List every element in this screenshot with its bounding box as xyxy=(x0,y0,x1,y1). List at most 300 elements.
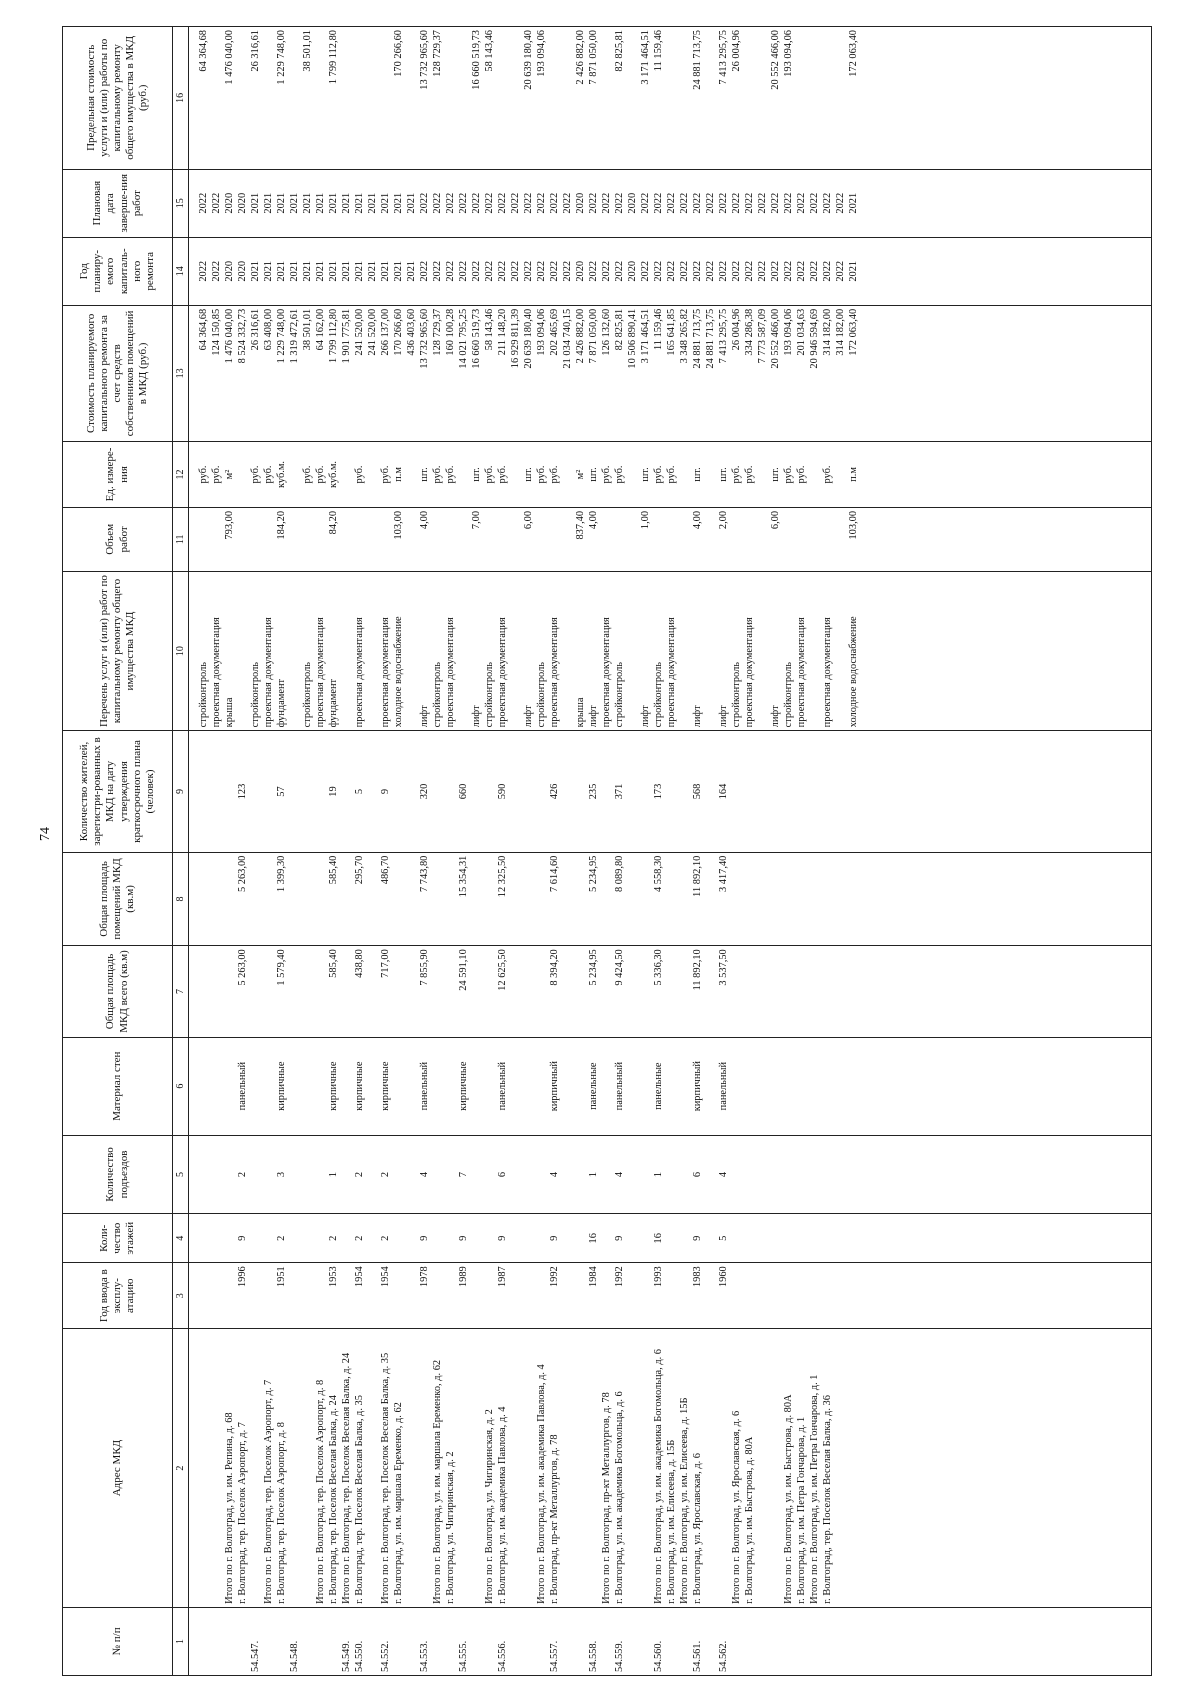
table-cell: 173 xyxy=(653,783,664,800)
table-cell xyxy=(509,30,522,166)
col-number-index: 1 xyxy=(173,1607,189,1675)
table-cell xyxy=(314,1041,327,1132)
table-cell: 241 520,00 xyxy=(354,308,365,356)
table-cell: 2020 xyxy=(575,192,586,214)
table-cell xyxy=(249,734,262,848)
table-cell xyxy=(457,30,470,166)
table-cell xyxy=(366,1266,379,1325)
table-cell xyxy=(210,1611,223,1672)
table-cell xyxy=(704,1332,717,1604)
table-cell xyxy=(444,1139,457,1211)
table-cell: 2022 xyxy=(549,192,560,214)
table-cell: г. Волгоград, ул. им. академика Богомольца, д. 6 xyxy=(614,1391,625,1604)
col-max-cost-header: Предельная стоимость услуги и (или) работы по капитальному ремонту общего имущества в МКД (руб.) xyxy=(63,27,173,170)
table-cell: Итого по г. Волгоград, ул. Ярославская, д. 6 xyxy=(731,1410,742,1604)
table-cell: м² xyxy=(575,469,586,480)
table-cell: 2022 xyxy=(822,192,833,214)
table-cell xyxy=(704,445,717,504)
table-cell: Итого по г. Волгоград, тер. Поселок Веселая Балка, д. 35 xyxy=(380,1352,391,1604)
table-cell xyxy=(392,1217,405,1259)
table-cell: стройконтроль xyxy=(484,661,495,728)
col-works-list-header: Перечень услуг и (или) работ по капитальному ремонту общего имущества МКД xyxy=(63,571,173,731)
table-cell: 2022 xyxy=(549,260,560,282)
table-cell xyxy=(600,1139,613,1211)
table-cell xyxy=(470,856,483,943)
table-cell xyxy=(444,949,457,1033)
table-cell: крыша xyxy=(224,697,235,728)
table-cell: 2022 xyxy=(783,192,794,214)
table-cell: 7 743,80 xyxy=(419,855,430,892)
table-cell xyxy=(340,1266,353,1325)
table-cell xyxy=(626,856,639,943)
table-cell: 2022 xyxy=(744,192,755,214)
col-floors-header: Коли-чество этажей xyxy=(63,1214,173,1263)
table-cell: 4,00 xyxy=(692,510,703,530)
table-cell: Итого по г. Волгоград, ул. им. Быстрова, д. 80А xyxy=(783,1394,794,1604)
table-cell: руб. xyxy=(614,465,625,484)
table-cell xyxy=(639,1332,652,1604)
table-cell: лифт xyxy=(419,705,430,728)
table-cell: 1 xyxy=(653,1171,664,1178)
table-cell: 2022 xyxy=(653,192,664,214)
table-cell: 1 xyxy=(588,1171,599,1178)
col-premises-area-index: 8 xyxy=(173,852,189,946)
table-cell xyxy=(301,1139,314,1211)
table-cell xyxy=(405,575,418,728)
table-cell xyxy=(223,949,236,1033)
table-cell: лифт xyxy=(770,705,781,728)
table-cell: 2022 xyxy=(796,192,807,214)
table-cell xyxy=(704,856,717,943)
table-cell: 2022 xyxy=(835,192,846,214)
col-completion-date-index: 15 xyxy=(173,169,189,237)
table-cell: 1987 xyxy=(497,1266,508,1288)
table-cell xyxy=(210,734,223,848)
table-cell: проектная документация xyxy=(380,617,391,728)
table-cell: 15 354,31 xyxy=(458,855,469,898)
table-cell: 3 348 265,82 xyxy=(679,308,690,364)
table-cell: 2,00 xyxy=(718,510,729,530)
table-cell: 2022 xyxy=(757,192,768,214)
table-cell: 3 171 464,51 xyxy=(640,30,651,85)
table-cell xyxy=(626,1041,639,1132)
table-cell xyxy=(314,734,327,848)
table-cell xyxy=(483,1611,496,1672)
table-cell: 16 929 811,39 xyxy=(510,308,521,369)
col-total-area-index: 7 xyxy=(173,946,189,1037)
table-cell: стройконтроль xyxy=(198,661,209,728)
table-cell xyxy=(561,511,574,568)
table-cell xyxy=(600,734,613,848)
table-cell xyxy=(236,30,249,166)
table-cell: 2022 xyxy=(497,260,508,282)
col-repair-cost-cells xyxy=(189,305,1152,441)
table-cell: 1 xyxy=(328,1171,339,1178)
table-cell xyxy=(600,1611,613,1672)
table-cell: стройконтроль xyxy=(432,661,443,728)
table-cell xyxy=(600,1266,613,1325)
table-cell xyxy=(366,856,379,943)
table-cell: 54.547. xyxy=(250,1640,261,1672)
table-cell: 2022 xyxy=(432,192,443,214)
table-cell: 201 034,63 xyxy=(796,308,807,356)
table-cell: стройконтроль xyxy=(653,661,664,728)
table-cell xyxy=(496,30,509,166)
table-cell xyxy=(535,1611,548,1672)
table-cell: 2020 xyxy=(237,192,248,214)
table-cell xyxy=(613,511,626,568)
table-cell: 172 063,40 xyxy=(848,308,859,356)
table-cell xyxy=(574,1611,587,1672)
table-cell xyxy=(561,445,574,504)
table-cell xyxy=(366,575,379,728)
table-cell xyxy=(457,1332,470,1604)
table-cell: 21 034 740,15 xyxy=(562,308,573,369)
table-cell: 5 xyxy=(718,1235,729,1241)
col-total-area-header: Общая площадь МКД всего (кв.м) xyxy=(63,946,173,1037)
table-cell: 1951 xyxy=(276,1266,287,1288)
table-cell xyxy=(678,1139,691,1211)
table-cell xyxy=(223,1041,236,1132)
table-cell: кирпичный xyxy=(549,1061,560,1112)
table-cell xyxy=(431,1611,444,1672)
table-cell xyxy=(652,511,665,568)
col-premises-area-cells xyxy=(189,852,1152,946)
table-cell: 5 xyxy=(354,788,365,795)
table-cell xyxy=(470,1139,483,1211)
table-cell: 2 xyxy=(237,1171,248,1178)
table-cell: г. Волгоград, тер. Поселок Веселая Балка, д. 35 xyxy=(354,1395,365,1604)
table-cell xyxy=(704,575,717,728)
table-cell: 26 316,61 xyxy=(250,30,261,72)
table-cell: руб. xyxy=(822,465,833,484)
table-cell: 4 558,30 xyxy=(653,855,664,892)
table-cell xyxy=(340,734,353,848)
table-cell: 38 501,01 xyxy=(302,308,313,351)
table-cell: лифт xyxy=(523,705,534,728)
table-cell xyxy=(756,445,769,504)
table-cell xyxy=(223,734,236,848)
table-cell: 54.556. xyxy=(497,1640,508,1672)
table-cell xyxy=(340,1217,353,1259)
table-cell xyxy=(522,1139,535,1211)
table-cell: 2021 xyxy=(367,192,378,214)
table-cell xyxy=(483,856,496,943)
table-cell xyxy=(301,511,314,568)
table-cell: 2022 xyxy=(718,260,729,282)
table-cell: г. Волгоград, ул. им. маршала Еременко, д. 62 xyxy=(393,1402,404,1604)
table-cell xyxy=(418,1332,431,1604)
table-cell xyxy=(522,1217,535,1259)
table-cell: г. Волгоград, ул. им. Быстрова, д. 80А xyxy=(744,1436,755,1604)
table-cell xyxy=(262,1266,275,1325)
table-cell xyxy=(392,949,405,1033)
table-cell xyxy=(561,575,574,728)
table-cell: 170 266,60 xyxy=(393,30,404,77)
table-cell: 2022 xyxy=(809,192,820,214)
table-cell xyxy=(626,1611,639,1672)
table-cell: шт. xyxy=(588,467,599,482)
table-cell xyxy=(756,30,769,166)
table-cell: 6,00 xyxy=(770,510,781,530)
table-cell xyxy=(431,1217,444,1259)
table-cell: 585,40 xyxy=(328,855,339,885)
table-cell: лифт xyxy=(718,705,729,728)
table-cell: 63 408,00 xyxy=(263,308,274,351)
table-cell xyxy=(561,856,574,943)
table-cell xyxy=(366,1041,379,1132)
table-cell xyxy=(431,1041,444,1132)
table-cell xyxy=(366,1611,379,1672)
table-cell: 11 159,46 xyxy=(653,308,664,350)
table-cell: 2 xyxy=(354,1235,365,1241)
table-cell xyxy=(262,1217,275,1259)
table-cell: г. Волгоград, тер. Поселок Аэропорт, д. 7 xyxy=(237,1422,248,1604)
table-cell: стройконтроль xyxy=(614,661,625,728)
table-cell xyxy=(639,1611,652,1672)
table-cell: 6,00 xyxy=(523,510,534,530)
table-cell xyxy=(548,30,561,166)
table-cell: панельный xyxy=(419,1061,430,1111)
table-cell xyxy=(431,1139,444,1211)
table-cell xyxy=(210,1217,223,1259)
table-cell xyxy=(704,734,717,848)
table-cell xyxy=(197,1611,210,1672)
table-cell: 2022 xyxy=(471,192,482,214)
table-cell: 64 364,68 xyxy=(198,30,209,72)
table-cell xyxy=(431,511,444,568)
table-cell: 26 004,96 xyxy=(731,30,742,72)
table-cell: 1960 xyxy=(718,1266,729,1288)
table-cell: 24 881 713,75 xyxy=(692,308,703,369)
table-cell: 1 476 040,00 xyxy=(224,30,235,85)
table-cell xyxy=(470,1266,483,1325)
capital-repair-table xyxy=(62,26,1152,1676)
table-cell xyxy=(795,30,808,166)
table-cell: 2021 xyxy=(250,192,261,214)
table-cell xyxy=(405,1332,418,1604)
table-cell xyxy=(223,1266,236,1325)
col-wall-material-cells xyxy=(189,1037,1152,1135)
table-cell xyxy=(600,1041,613,1132)
table-cell xyxy=(574,1217,587,1259)
table-cell: лифт xyxy=(692,705,703,728)
table-cell xyxy=(509,734,522,848)
table-cell: 2022 xyxy=(614,260,625,282)
table-cell: руб. xyxy=(783,465,794,484)
table-cell: 11 159,46 xyxy=(653,30,664,72)
table-cell xyxy=(678,1041,691,1132)
table-cell xyxy=(743,30,756,166)
table-cell xyxy=(665,856,678,943)
table-cell: 2021 xyxy=(848,260,859,282)
col-unit-header: Ед. измере-ния xyxy=(63,441,173,507)
table-cell xyxy=(483,1217,496,1259)
col-planned-year-cells xyxy=(189,237,1152,305)
table-cell xyxy=(314,949,327,1033)
table-cell xyxy=(340,856,353,943)
table-cell xyxy=(405,949,418,1033)
table-cell xyxy=(587,1332,600,1604)
table-cell: 57 xyxy=(276,786,287,797)
col-entrances-header: Количество подъездов xyxy=(63,1135,173,1214)
table-cell: 585,40 xyxy=(328,949,339,978)
table-cell: 54.561. xyxy=(692,1640,703,1672)
table-cell xyxy=(821,511,834,568)
table-cell xyxy=(405,445,418,504)
table-cell xyxy=(288,1332,301,1604)
table-cell xyxy=(834,30,847,166)
table-cell xyxy=(301,734,314,848)
table-cell: 5 263,00 xyxy=(237,855,248,892)
rotated-page xyxy=(62,26,1152,1676)
table-cell: 170 266,60 xyxy=(393,308,404,356)
table-cell: 193 094,06 xyxy=(783,30,794,77)
table-cell: руб. xyxy=(601,465,612,484)
table-cell xyxy=(600,949,613,1033)
table-cell: проектная документация xyxy=(315,617,326,728)
table-cell xyxy=(288,1139,301,1211)
table-cell: 2022 xyxy=(679,260,690,282)
table-cell: 314 182,00 xyxy=(822,308,833,356)
table-cell xyxy=(522,1041,535,1132)
table-cell: 7 871 050,00 xyxy=(588,30,599,85)
table-cell: 2022 xyxy=(731,260,742,282)
table-cell: 2022 xyxy=(198,260,209,282)
table-cell: 12 625,50 xyxy=(497,949,508,991)
table-cell: руб. xyxy=(497,465,508,484)
table-cell: 54.562. xyxy=(718,1640,729,1672)
table-cell: 13 732 965,60 xyxy=(419,308,430,369)
table-cell xyxy=(366,511,379,568)
table-cell xyxy=(314,511,327,568)
table-cell xyxy=(574,734,587,848)
table-cell xyxy=(522,1611,535,1672)
table-cell: 2022 xyxy=(445,192,456,214)
table-cell xyxy=(639,949,652,1033)
table-cell xyxy=(470,734,483,848)
table-cell: лифт xyxy=(588,705,599,728)
table-cell: 1 229 748,00 xyxy=(276,30,287,85)
table-cell: 2022 xyxy=(640,260,651,282)
table-cell xyxy=(483,1041,496,1132)
table-cell xyxy=(626,511,639,568)
table-cell: 24 881 713,75 xyxy=(692,30,703,90)
table-cell: 6 xyxy=(692,1171,703,1178)
table-cell xyxy=(730,511,743,568)
table-cell: 1993 xyxy=(653,1266,664,1288)
table-cell xyxy=(210,1041,223,1132)
table-cell: панельный xyxy=(718,1061,729,1111)
table-cell xyxy=(535,511,548,568)
table-cell: 486,70 xyxy=(380,855,391,885)
table-cell: 24 881 713,75 xyxy=(705,308,716,369)
table-cell: 9 xyxy=(419,1235,430,1241)
table-cell xyxy=(548,511,561,568)
table-cell: 2022 xyxy=(588,192,599,214)
table-cell: 126 132,60 xyxy=(601,308,612,356)
table-cell xyxy=(444,734,457,848)
table-cell xyxy=(236,575,249,728)
table-cell: Итого по г. Волгоград, тер. Поселок Веселая Балка, д. 24 xyxy=(341,1352,352,1604)
table-cell: руб. xyxy=(744,465,755,484)
table-cell: 26 316,61 xyxy=(250,308,261,351)
table-cell xyxy=(626,445,639,504)
col-work-volume-index: 11 xyxy=(173,507,189,571)
table-cell: г. Волгоград, ул. им. академика Павлова, д. 4 xyxy=(497,1406,508,1604)
table-cell xyxy=(314,856,327,943)
table-cell xyxy=(366,445,379,504)
table-cell: 241 520,00 xyxy=(367,308,378,356)
table-cell xyxy=(665,1611,678,1672)
table-cell xyxy=(197,734,210,848)
table-cell xyxy=(509,445,522,504)
table-cell xyxy=(340,30,353,166)
table-cell: 1983 xyxy=(692,1266,703,1288)
table-cell xyxy=(249,1217,262,1259)
table-cell xyxy=(509,1266,522,1325)
table-cell: кирпичные xyxy=(328,1061,339,1111)
table-cell xyxy=(288,30,301,166)
table-cell xyxy=(483,1266,496,1325)
table-cell xyxy=(249,856,262,943)
table-cell: проектная документация xyxy=(211,617,222,728)
table-cell: Итого по г. Волгоград, пр-кт Металлургов, д. 78 xyxy=(601,1392,612,1604)
table-cell xyxy=(678,949,691,1033)
table-cell xyxy=(314,1266,327,1325)
table-cell: лифт xyxy=(471,705,482,728)
table-cell: 2 426 882,00 xyxy=(575,308,586,364)
table-cell xyxy=(392,856,405,943)
table-cell: 2022 xyxy=(536,260,547,282)
table-cell: 7 413 295,75 xyxy=(718,308,729,364)
table-cell: 54.558. xyxy=(588,1640,599,1672)
table-cell: 54.550. xyxy=(354,1640,365,1672)
table-header xyxy=(63,27,189,1676)
table-cell: руб. xyxy=(211,465,222,484)
table-cell: 7 855,90 xyxy=(419,949,430,986)
table-cell: 2022 xyxy=(471,260,482,282)
table-cell xyxy=(678,856,691,943)
table-cell xyxy=(262,1139,275,1211)
table-cell: руб. xyxy=(484,465,495,484)
table-cell: 103,00 xyxy=(393,510,404,540)
table-cell xyxy=(288,575,301,728)
table-cell xyxy=(561,949,574,1033)
table-cell: 2021 xyxy=(289,192,300,214)
table-cell: 266 137,00 xyxy=(380,308,391,356)
col-works-list-cells xyxy=(189,571,1152,731)
table-cell xyxy=(600,1217,613,1259)
table-cell: 2021 xyxy=(276,260,287,282)
table-cell xyxy=(808,575,821,728)
col-residents-index: 9 xyxy=(173,731,189,852)
table-cell: 2 xyxy=(380,1171,391,1178)
table-cell: проектная документация xyxy=(796,617,807,728)
table-cell xyxy=(314,1139,327,1211)
table-cell xyxy=(535,949,548,1033)
table-cell: 16 xyxy=(588,1233,599,1244)
table-cell: 2022 xyxy=(419,260,430,282)
table-cell xyxy=(522,1332,535,1604)
table-cell xyxy=(288,949,301,1033)
table-cell: 64 162,00 xyxy=(315,308,326,351)
table-cell: 9 xyxy=(692,1235,703,1241)
table-cell: 8 089,80 xyxy=(614,855,625,892)
table-cell: 1 319 472,61 xyxy=(289,308,300,364)
table-cell: 1 579,40 xyxy=(276,949,287,986)
table-cell: Итого по г. Волгоград, ул. Чигиринская, д. 2 xyxy=(484,1409,495,1604)
